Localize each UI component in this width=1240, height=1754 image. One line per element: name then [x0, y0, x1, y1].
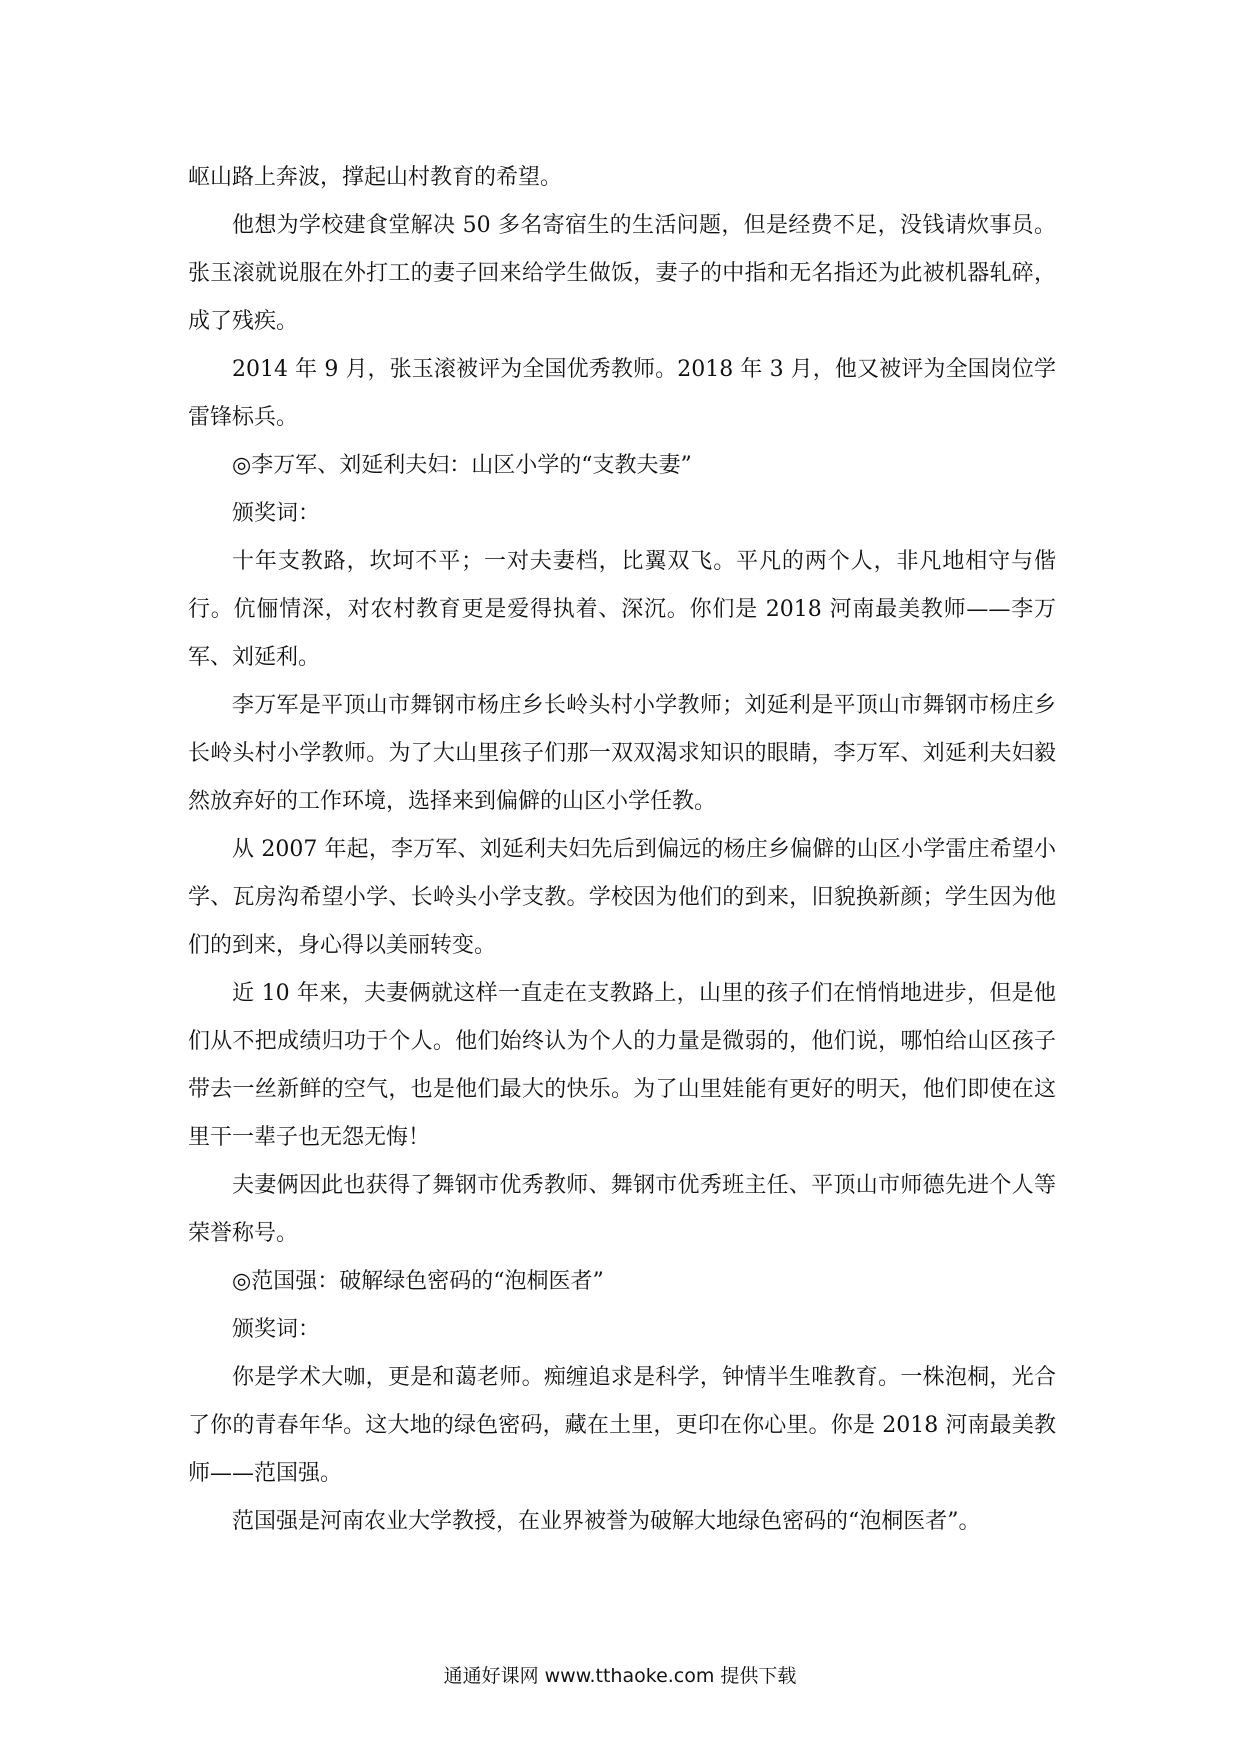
paragraph-honors-zhang: 2014 年 9 月，张玉滚被评为全国优秀教师。2018 年 3 月，他又被评为全国岗位学雷锋标兵。 — [188, 357, 1056, 430]
section-heading-li-liu: ◎李万军、刘延利夫妇：山区小学的“支教夫妻” — [232, 453, 692, 478]
paragraph-fan-intro: 范国强是河南农业大学教授，在业界被誉为破解大地绿色密码的“泡桐医者”。 — [232, 1509, 981, 1534]
award-speech-fan: 你是学术大咖，更是和蔼老师。痴缠追求是科学，钟情半生唯教育。一株泡桐，光合了你的青春年华。这大地的绿色密码，藏在土里，更印在你心里。你是 2018 河南最美教师——范国强。 — [188, 1365, 1056, 1486]
paragraph-li-liu-schools: 从 2007 年起，李万军、刘延利夫妇先后到偏远的杨庄乡偏僻的山区小学雷庄希望小学、瓦房沟希望小学、长岭头小学支教。学校因为他们的到来，旧貌换新颜；学生因为他们的到来，身心得以美丽转变。 — [188, 837, 1056, 958]
paragraph-li-liu-decade: 近 10 年来，夫妻俩就这样一直走在支教路上，山里的孩子们在悄悄地进步，但是他们从不把成绩归功于个人。他们始终认为个人的力量是微弱的，他们说，哪怕给山区孩子带去一丝新鲜的空气，也是他们最大的快乐。为了山里娃能有更好的明天，他们即使在这里干一辈子也无怨无悔！ — [188, 981, 1056, 1150]
paragraph-li-liu-intro: 李万军是平顶山市舞钢市杨庄乡长岭头村小学教师；刘延利是平顶山市舞钢市杨庄乡长岭头村小学教师。为了大山里孩子们那一双双渴求知识的眼睛，李万军、刘延利夫妇毅然放弃好的工作环境，选择来到偏僻的山区小学任教。 — [188, 693, 1056, 814]
award-speech-li-liu: 十年支教路，坎坷不平；一对夫妻档，比翼双飞。平凡的两个人，非凡地相守与偕行。伉俪情深，对农村教育更是爱得执着、深沉。你们是 2018 河南最美教师——李万军、刘延利。 — [188, 549, 1056, 670]
paragraph-canteen: 他想为学校建食堂解决 50 多名寄宿生的生活问题，但是经费不足，没钱请炊事员。张玉滚就说服在外打工的妻子回来给学生做饭，妻子的中指和无名指还为此被机器轧碎，成了残疾。 — [188, 213, 1056, 334]
paragraph-li-liu-honors: 夫妻俩因此也获得了舞钢市优秀教师、舞钢市优秀班主任、平顶山市师德先进个人等荣誉称号。 — [188, 1173, 1056, 1246]
award-speech-label: 颁奖词： — [232, 1317, 321, 1342]
award-speech-label: 颁奖词： — [232, 501, 321, 526]
section-heading-fan: ◎范国强：破解绿色密码的“泡桐医者” — [232, 1269, 604, 1294]
page-footer: 通通好课网 www.tthaoke.com 提供下载 — [443, 1665, 797, 1687]
paragraph-continuation: 岖山路上奔波，撑起山村教育的希望。 — [188, 165, 563, 190]
article-body — [188, 154, 1056, 1546]
